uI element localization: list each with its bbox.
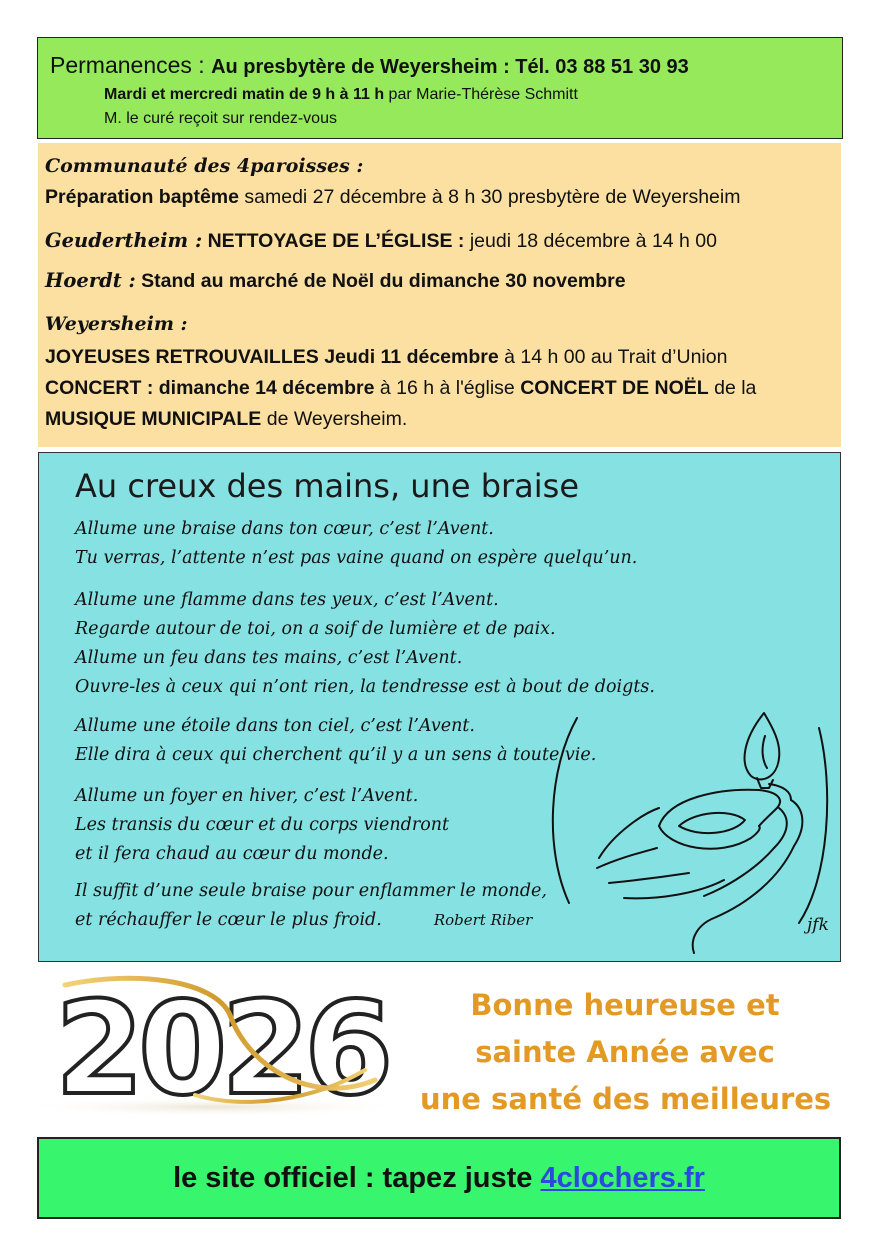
poem-line: Allume un foyer en hiver, c’est l’Avent. <box>75 786 419 806</box>
geudertheim-bold: NETTOYAGE DE L’ÉGLISE : <box>202 230 465 252</box>
concert-bold: CONCERT : dimanche 14 décembre <box>45 377 375 399</box>
concert-rest-2: de la <box>708 377 757 399</box>
site-box <box>37 1137 841 1219</box>
poem-line-text: et réchauffer le cœur le plus froid. <box>75 910 382 930</box>
bapteme-rest: samedi 27 décembre à 8 h 30 presbytère de Weyersheim <box>238 186 741 208</box>
site-label: le site officiel : tapez juste <box>173 1162 541 1194</box>
hands-flame-illustration <box>529 708 839 958</box>
wish-line: une santé des meilleures <box>420 1082 832 1116</box>
concert-line <box>45 377 756 400</box>
new-year-wish <box>420 982 830 1123</box>
weyersheim-label: Weyersheim : <box>45 313 188 335</box>
poem-line: Allume une flamme dans tes yeux, c’est l’Avent. <box>75 590 499 610</box>
hoerdt-line <box>45 269 626 293</box>
wish-line: Bonne heureuse et <box>470 988 780 1022</box>
bapteme-bold: Préparation baptême <box>45 186 239 208</box>
musique-rest: de Weyersheim. <box>261 408 408 430</box>
concert-rest: à 16 h à l'église <box>374 377 521 399</box>
permanences-label: Permanences : <box>50 52 212 78</box>
cure-rendez-vous: M. le curé reçoit sur rendez-vous <box>104 110 337 127</box>
bapteme-line <box>45 186 740 209</box>
musique-line <box>45 408 407 431</box>
permanences-box <box>37 37 843 139</box>
hoerdt-bold: Stand au marché de Noël du dimanche 30 novembre <box>135 270 626 292</box>
poem-line: Ouvre-les à ceux qui n’ont rien, la tendresse est à bout de doigts. <box>75 677 655 697</box>
geudertheim-line <box>45 229 717 253</box>
poem-box <box>38 452 841 962</box>
poem-author: Robert Riber <box>433 911 533 929</box>
presbytere-phone: Au presbytère de Weyersheim : Tél. 03 88 51 30 93 <box>211 56 689 78</box>
poem-title: Au creux des mains, une braise <box>75 467 580 505</box>
artist-signature: jfk <box>807 915 829 935</box>
communaute-heading: Communauté des 4paroisses : <box>45 155 364 177</box>
hoerdt-label: Hoerdt : <box>45 269 136 292</box>
poem-line: et il fera chaud au cœur du monde. <box>75 844 389 864</box>
geudertheim-rest: jeudi 18 décembre à 14 h 00 <box>464 230 718 252</box>
poem-line: Allume une étoile dans ton ciel, c’est l’Avent. <box>75 716 475 736</box>
permanences-hours <box>104 86 578 104</box>
hours-bold: Mardi et mercredi matin de 9 h à 11 h <box>104 86 385 103</box>
hours-rest: par Marie-Thérèse Schmitt <box>384 86 578 103</box>
year-2026-logo <box>15 975 415 1120</box>
concert-noel-bold: CONCERT DE NOËL <box>520 377 709 399</box>
poem-line: Allume une braise dans ton cœur, c’est l’Avent. <box>75 519 494 539</box>
geudertheim-label: Geudertheim : <box>45 229 203 252</box>
wish-line: sainte Année avec <box>475 1035 775 1069</box>
permanences-line <box>50 52 689 79</box>
site-link[interactable]: 4clochers.fr <box>540 1162 705 1194</box>
retrouvailles-line <box>45 346 727 369</box>
poem-line: Regarde autour de toi, on a soif de lumière et de paix. <box>75 619 556 639</box>
poem-line: Il suffit d’une seule braise pour enflammer le monde, <box>75 881 547 901</box>
year-text: 2026 <box>55 975 388 1120</box>
poem-line: Les transis du cœur et du corps viendront <box>75 815 450 835</box>
musique-bold: MUSIQUE MUNICIPALE <box>45 408 262 430</box>
communaute-box <box>38 143 841 447</box>
retrouvailles-rest: à 14 h 00 au Trait d’Union <box>498 346 728 368</box>
poem-line-last <box>75 910 532 930</box>
poem-line: Tu verras, l’attente n’est pas vaine quand on espère quelqu’un. <box>75 548 638 568</box>
poem-line: Allume un feu dans tes mains, c’est l’Avent. <box>75 648 463 668</box>
poem-line: Elle dira à ceux qui cherchent qu’il y a un sens à toute vie. <box>75 745 597 765</box>
retrouvailles-bold: JOYEUSES RETROUVAILLES Jeudi 11 décembre <box>45 346 499 368</box>
